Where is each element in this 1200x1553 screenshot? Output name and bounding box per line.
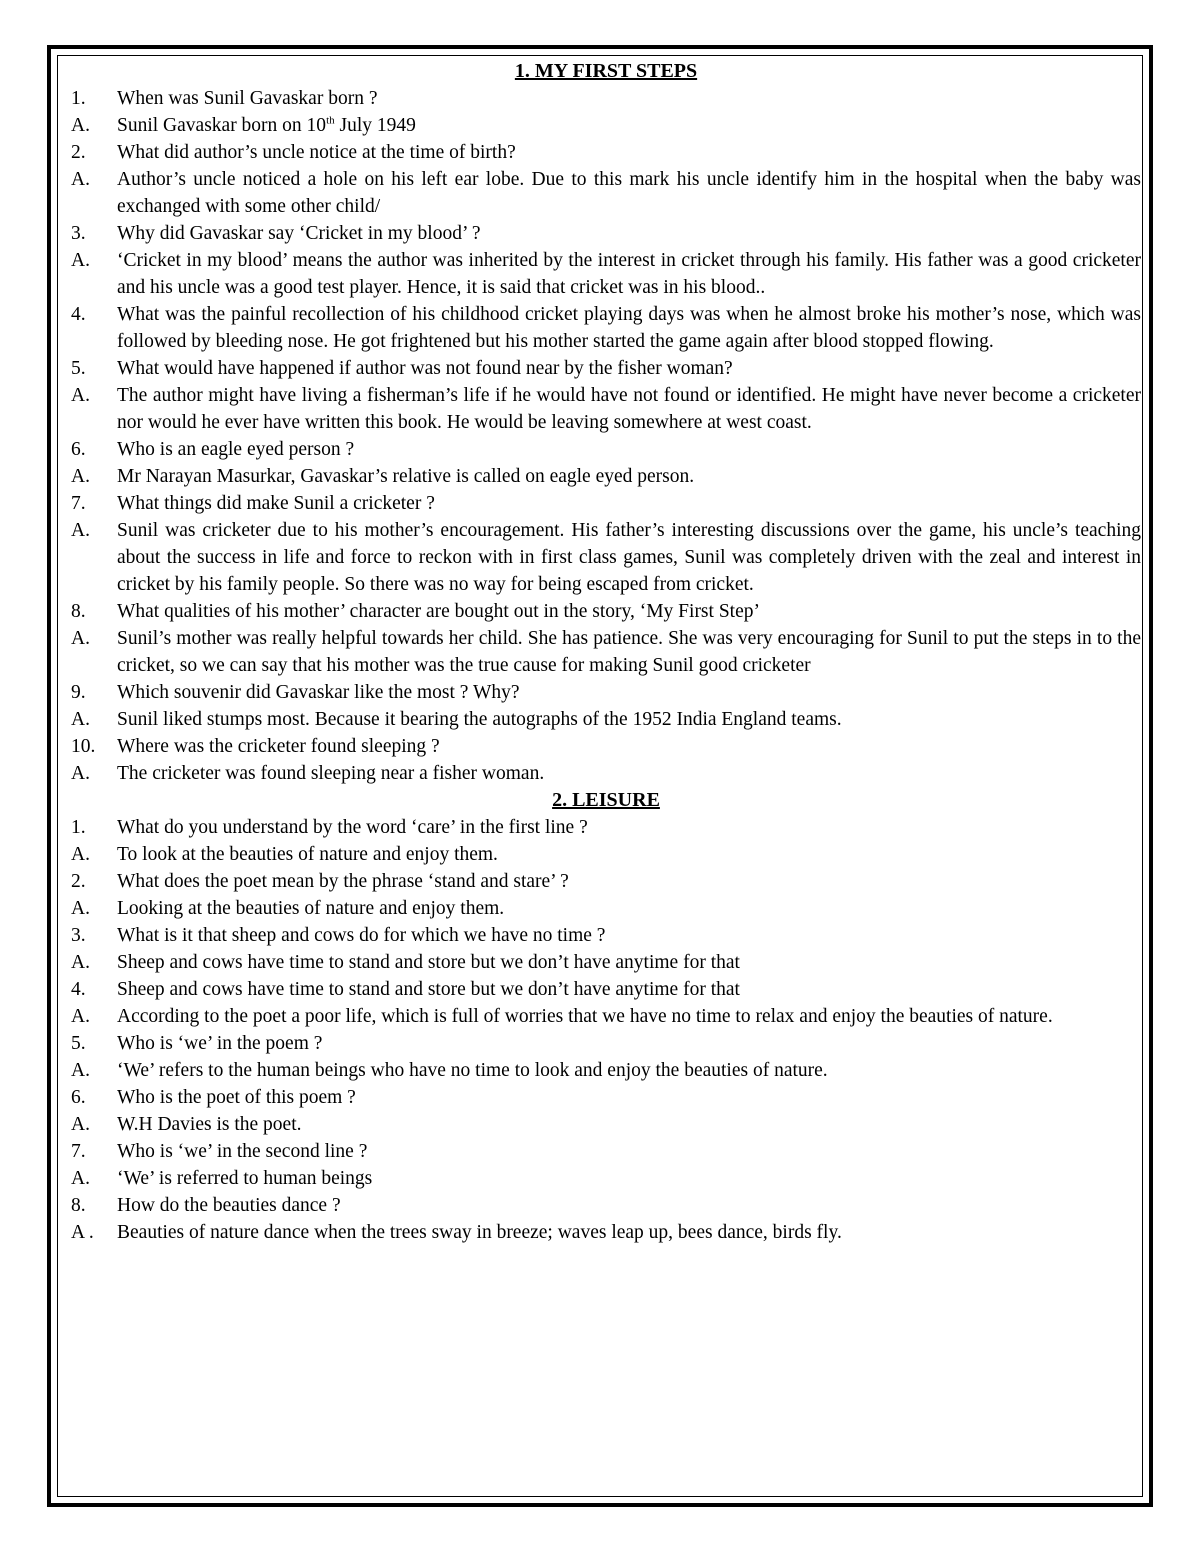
qa-item bbox=[71, 841, 1141, 868]
item-text: The cricketer was found sleeping near a fisher woman. bbox=[117, 763, 545, 784]
item-text: What is it that sheep and cows do for which we have no time ? bbox=[117, 925, 606, 946]
item-label: A. bbox=[71, 250, 90, 271]
item-label: A. bbox=[71, 115, 90, 136]
item-label: 4. bbox=[71, 304, 86, 325]
item-text: How do the beauties dance ? bbox=[117, 1195, 341, 1216]
item-label: 7. bbox=[71, 493, 86, 514]
qa-item bbox=[71, 1030, 1141, 1057]
qa-item bbox=[71, 1219, 1141, 1246]
item-text: ‘We’ refers to the human beings who have no time to look and enjoy the beauties of nature. bbox=[117, 1060, 828, 1081]
qa-item bbox=[71, 1165, 1141, 1192]
qa-item bbox=[71, 85, 1141, 112]
item-text: Sheep and cows have time to stand and store but we don’t have anytime for that bbox=[117, 952, 740, 973]
item-text: Sunil liked stumps most. Because it bearing the autographs of the 1952 India England teams. bbox=[117, 709, 842, 730]
item-label: A. bbox=[71, 628, 90, 649]
item-label: 2. bbox=[71, 142, 86, 163]
qa-item bbox=[71, 706, 1141, 733]
qa-item bbox=[71, 733, 1141, 760]
qa-item bbox=[71, 382, 1141, 436]
qa-item bbox=[71, 139, 1141, 166]
qa-item bbox=[71, 1057, 1141, 1084]
qa-item bbox=[71, 868, 1141, 895]
item-label: A . bbox=[71, 1222, 94, 1243]
qa-item bbox=[71, 814, 1141, 841]
item-text: ‘Cricket in my blood’ means the author was inherited by the interest in cricket through his family. His father was a good cricketer and his uncle was a good test player. Hence, it is said that cricket was in his blood.. bbox=[117, 250, 1141, 298]
item-text: When was Sunil Gavaskar born ? bbox=[117, 88, 378, 109]
item-label: 1. bbox=[71, 88, 86, 109]
document-content bbox=[71, 58, 1141, 1246]
item-text: What does the poet mean by the phrase ‘stand and stare’ ? bbox=[117, 871, 569, 892]
item-text: What was the painful recollection of his childhood cricket playing days was when he almost broke his mother’s nose, which was followed by bleeding nose. He got frightened but his mother started the game again after blood stopped flowing. bbox=[117, 304, 1141, 352]
qa-item bbox=[71, 301, 1141, 355]
item-label: A. bbox=[71, 763, 90, 784]
qa-item bbox=[71, 598, 1141, 625]
item-text: What would have happened if author was not found near by the fisher woman? bbox=[117, 358, 733, 379]
qa-item bbox=[71, 625, 1141, 679]
qa-item bbox=[71, 949, 1141, 976]
qa-item bbox=[71, 1003, 1141, 1030]
item-text: What qualities of his mother’ character are bought out in the story, ‘My First Step’ bbox=[117, 601, 760, 622]
qa-item bbox=[71, 679, 1141, 706]
qa-item bbox=[71, 976, 1141, 1003]
item-label: A. bbox=[71, 385, 90, 406]
item-label: 6. bbox=[71, 1087, 86, 1108]
item-text: What things did make Sunil a cricketer ? bbox=[117, 493, 435, 514]
item-label: 5. bbox=[71, 358, 86, 379]
item-text: Beauties of nature dance when the trees sway in breeze; waves leap up, bees dance, birds fly. bbox=[117, 1222, 842, 1243]
qa-item bbox=[71, 247, 1141, 301]
item-label: 3. bbox=[71, 223, 86, 244]
item-text: Who is an eagle eyed person ? bbox=[117, 439, 355, 460]
section-heading: 1. MY FIRST STEPS bbox=[514, 60, 698, 82]
item-text-part: July 1949 bbox=[334, 115, 416, 136]
qa-item bbox=[71, 436, 1141, 463]
qa-item bbox=[71, 112, 1141, 139]
item-label: 9. bbox=[71, 682, 86, 703]
item-text: Author’s uncle noticed a hole on his left ear lobe. Due to this mark his uncle identify him in the hospital when the baby was exchanged with some other child/ bbox=[117, 169, 1141, 217]
item-text: ‘We’ is referred to human beings bbox=[117, 1168, 373, 1189]
item-text: Who is ‘we’ in the poem ? bbox=[117, 1033, 323, 1054]
item-text: Looking at the beauties of nature and enjoy them. bbox=[117, 898, 505, 919]
item-text: W.H Davies is the poet. bbox=[117, 1114, 302, 1135]
item-label: A. bbox=[71, 952, 90, 973]
item-text: Mr Narayan Masurkar, Gavaskar’s relative is called on eagle eyed person. bbox=[117, 466, 695, 487]
item-text: Why did Gavaskar say ‘Cricket in my blood’ ? bbox=[117, 223, 481, 244]
item-label: 4. bbox=[71, 979, 86, 1000]
item-label: 3. bbox=[71, 925, 86, 946]
item-label: 1. bbox=[71, 817, 86, 838]
item-text: Who is the poet of this poem ? bbox=[117, 1087, 356, 1108]
item-label: A. bbox=[71, 844, 90, 865]
item-label: A. bbox=[71, 1168, 90, 1189]
qa-item bbox=[71, 1138, 1141, 1165]
item-text-part: Sunil Gavaskar born on 10 bbox=[117, 115, 327, 136]
item-text bbox=[117, 112, 1141, 139]
qa-item bbox=[71, 355, 1141, 382]
qa-item bbox=[71, 490, 1141, 517]
item-label: A. bbox=[71, 520, 90, 541]
item-label: 8. bbox=[71, 601, 86, 622]
qa-item bbox=[71, 895, 1141, 922]
qa-item bbox=[71, 517, 1141, 598]
qa-item bbox=[71, 1111, 1141, 1138]
item-label: A. bbox=[71, 1060, 90, 1081]
item-label: A. bbox=[71, 466, 90, 487]
item-text: What did author’s uncle notice at the time of birth? bbox=[117, 142, 516, 163]
qa-item bbox=[71, 220, 1141, 247]
item-text: To look at the beauties of nature and enjoy them. bbox=[117, 844, 498, 865]
item-text: The author might have living a fisherman’s life if he would have not found or identified. He might have never become a cricketer nor would he ever have written this book. He would be leaving somewhere at west coast. bbox=[117, 385, 1141, 433]
qa-item bbox=[71, 1192, 1141, 1219]
qa-item bbox=[71, 760, 1141, 787]
item-text: Sunil was cricketer due to his mother’s encouragement. His father’s interesting discussions over the game, his uncle’s teaching about the success in life and force to reckon with in first class games, Sunil was completely driven with the zeal and interest in cricket by his family people. So there was no way for being escaped from cricket. bbox=[117, 520, 1141, 595]
item-text: Sunil’s mother was really helpful towards her child. She has patience. She was very encouraging for Sunil to put the steps in to the cricket, so we can say that his mother was the true cause for making Sunil good cricketer bbox=[117, 628, 1141, 676]
item-label: A. bbox=[71, 898, 90, 919]
item-label: 6. bbox=[71, 439, 86, 460]
item-label: 10. bbox=[71, 736, 96, 757]
item-text: Where was the cricketer found sleeping ? bbox=[117, 736, 440, 757]
item-text: Who is ‘we’ in the second line ? bbox=[117, 1141, 368, 1162]
qa-item bbox=[71, 463, 1141, 490]
item-label: 5. bbox=[71, 1033, 86, 1054]
item-text: Sheep and cows have time to stand and store but we don’t have anytime for that bbox=[117, 979, 740, 1000]
item-label: A. bbox=[71, 1006, 90, 1027]
item-text: What do you understand by the word ‘care’ in the first line ? bbox=[117, 817, 588, 838]
item-label: A. bbox=[71, 1114, 90, 1135]
ordinal-suffix: th bbox=[326, 114, 335, 127]
item-label: 8. bbox=[71, 1195, 86, 1216]
item-label: A. bbox=[71, 709, 90, 730]
section-heading: 2. LEISURE bbox=[552, 789, 660, 811]
qa-item bbox=[71, 1084, 1141, 1111]
item-label: 7. bbox=[71, 1141, 86, 1162]
qa-item bbox=[71, 166, 1141, 220]
item-text: According to the poet a poor life, which is full of worries that we have no time to relax and enjoy the beauties of nature. bbox=[117, 1006, 1053, 1027]
item-text: Which souvenir did Gavaskar like the most ? Why? bbox=[117, 682, 520, 703]
item-label: 2. bbox=[71, 871, 86, 892]
qa-item bbox=[71, 922, 1141, 949]
item-label: A. bbox=[71, 169, 90, 190]
